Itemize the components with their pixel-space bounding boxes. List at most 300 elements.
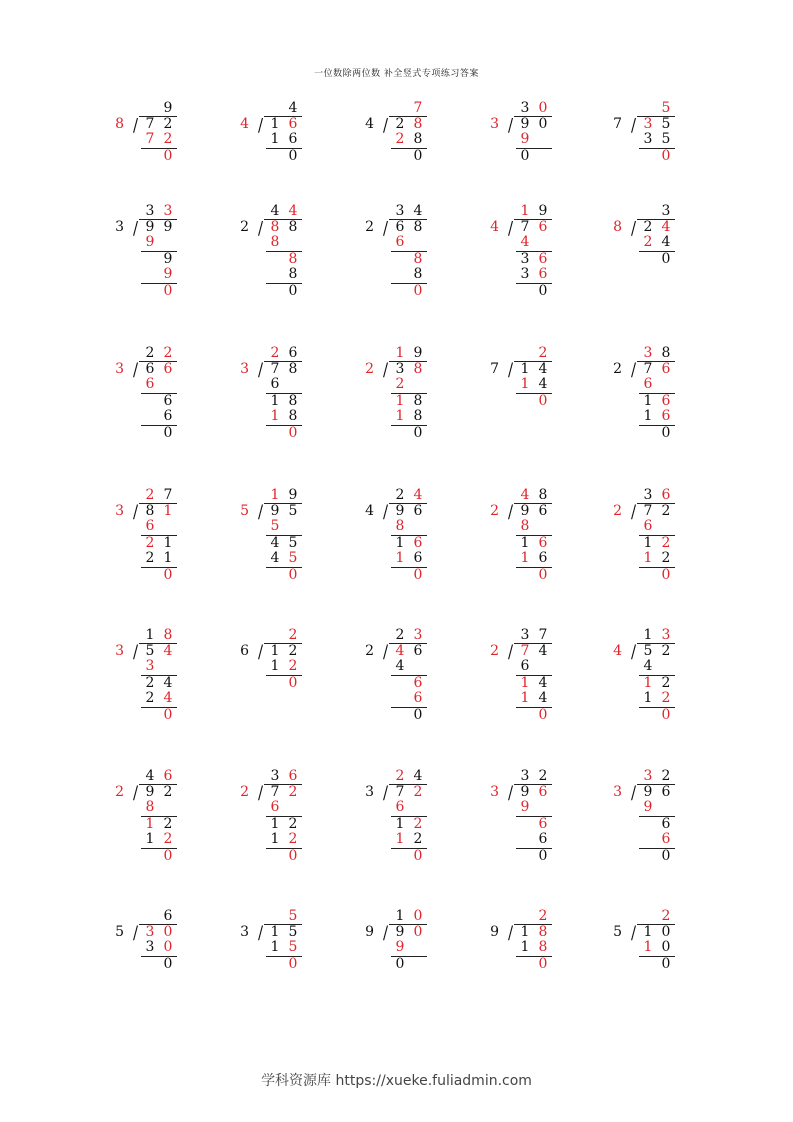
division-problem (608, 627, 728, 747)
divisor: 4 (365, 115, 374, 132)
step-digit: 0 (163, 939, 173, 955)
step-digit: 8 (288, 392, 298, 409)
step-digit: 1 (643, 690, 653, 706)
step-digit: 9 (520, 131, 530, 147)
divisor: 3 (115, 502, 124, 519)
step-digit: 0 (413, 282, 423, 299)
division-problem (110, 345, 230, 465)
step-digit: 0 (661, 250, 671, 267)
step-digit: 8 (288, 250, 298, 267)
dividend-digit: 4 (538, 642, 548, 659)
step-digit: 0 (661, 147, 671, 164)
step-digit: 0 (163, 566, 173, 583)
step-digit: 6 (163, 392, 173, 409)
division-problem (608, 908, 728, 1028)
divisor: 6 (240, 642, 249, 659)
step-digit: 2 (643, 234, 653, 250)
step-digit: 1 (643, 392, 653, 409)
dividend-digit: 6 (163, 360, 173, 377)
step-digit: 5 (288, 939, 298, 955)
dividend-digit: 7 (395, 783, 405, 800)
quotient-digit: 8 (538, 487, 548, 503)
step-digit: 0 (163, 955, 173, 972)
dividend-digit: 6 (538, 783, 548, 800)
division-problem (485, 100, 605, 220)
quotient-digit: 9 (288, 487, 298, 503)
step-digit: 1 (270, 392, 280, 409)
division-problem (360, 768, 480, 888)
page-title: 一位数除两位数 补全竖式专项练习答案 (314, 69, 479, 79)
step-digit: 4 (643, 658, 653, 674)
step-digit: 0 (163, 424, 173, 441)
step-digit: 0 (395, 955, 405, 972)
quotient-digit: 1 (270, 487, 280, 503)
step-digit: 2 (288, 815, 298, 832)
step-digit: 1 (270, 131, 280, 147)
step-digit: 1 (520, 534, 530, 551)
quotient-digit: 0 (413, 908, 423, 924)
step-digit: 4 (538, 376, 548, 392)
step-digit: 8 (288, 266, 298, 282)
step-digit: 6 (538, 266, 548, 282)
dividend-digit: 5 (288, 923, 298, 940)
step-digit: 1 (395, 815, 405, 832)
quotient-digit: 2 (270, 345, 280, 361)
step-digit: 6 (538, 815, 548, 832)
division-problem (608, 487, 728, 607)
divisor: 3 (490, 115, 499, 132)
quotient-digit: 2 (395, 768, 405, 784)
division-problem (235, 908, 355, 1028)
quotient-digit: 2 (395, 487, 405, 503)
footer-source: 学科资源库 https://xueke.fuliadmin.com (261, 1073, 532, 1089)
quotient-digit: 2 (538, 908, 548, 924)
dividend-digit: 8 (270, 218, 280, 235)
quotient-digit: 5 (288, 908, 298, 924)
step-digit: 0 (538, 392, 548, 409)
quotient-digit: 4 (288, 100, 298, 116)
step-digit: 8 (145, 799, 155, 815)
divisor: 2 (490, 502, 499, 519)
divisor: 2 (365, 360, 374, 377)
step-digit: 7 (145, 131, 155, 147)
step-digit: 2 (288, 831, 298, 847)
division-bracket: / (631, 782, 637, 803)
quotient-digit: 3 (643, 487, 653, 503)
step-digit: 1 (520, 674, 530, 691)
step-digit: 6 (538, 534, 548, 551)
divisor: 7 (490, 360, 499, 377)
step-digit: 1 (643, 939, 653, 955)
division-problem (235, 487, 355, 607)
step-digit: 6 (538, 831, 548, 847)
step-digit: 6 (413, 690, 423, 706)
step-digit: 1 (395, 534, 405, 551)
step-digit: 0 (538, 955, 548, 972)
step-digit: 0 (661, 939, 671, 955)
step-digit: 2 (395, 131, 405, 147)
dividend-digit: 9 (520, 115, 530, 132)
step-digit: 1 (395, 550, 405, 566)
divisor: 5 (613, 923, 622, 940)
divisor: 3 (115, 218, 124, 235)
division-bracket: / (508, 217, 514, 238)
division-problem (360, 345, 480, 465)
dividend-digit: 2 (395, 115, 405, 132)
divisor: 5 (115, 923, 124, 940)
quotient-digit: 9 (538, 203, 548, 219)
division-problem (110, 908, 230, 1028)
step-digit: 6 (270, 799, 280, 815)
dividend-digit: 9 (163, 218, 173, 235)
step-digit: 6 (661, 831, 671, 847)
quotient-digit: 9 (163, 100, 173, 116)
dividend-digit: 8 (413, 218, 423, 235)
step-digit: 4 (270, 534, 280, 551)
quotient-digit: 9 (413, 345, 423, 361)
dividend-digit: 3 (395, 360, 405, 377)
quotient-digit: 3 (643, 768, 653, 784)
division-problem (235, 203, 355, 323)
division-bracket: / (133, 922, 139, 943)
dividend-digit: 6 (661, 783, 671, 800)
step-digit: 2 (145, 690, 155, 706)
division-bracket: / (258, 501, 264, 522)
dividend-digit: 9 (643, 783, 653, 800)
step-digit: 0 (538, 706, 548, 723)
step-digit: 0 (413, 847, 423, 864)
quotient-digit: 6 (288, 768, 298, 784)
step-digit: 0 (413, 566, 423, 583)
dividend-digit: 9 (395, 502, 405, 519)
division-bracket: / (631, 501, 637, 522)
divisor: 2 (115, 783, 124, 800)
divisor: 2 (240, 218, 249, 235)
divisor: 3 (490, 783, 499, 800)
quotient-digit: 3 (270, 768, 280, 784)
quotient-digit: 2 (538, 345, 548, 361)
division-bracket: / (508, 114, 514, 135)
step-digit: 6 (413, 534, 423, 551)
division-problem (360, 627, 480, 747)
step-digit: 0 (288, 566, 298, 583)
step-digit: 1 (395, 408, 405, 424)
step-digit: 4 (538, 690, 548, 706)
division-bracket: / (508, 359, 514, 380)
dividend-digit: 8 (145, 502, 155, 519)
quotient-digit: 2 (288, 627, 298, 643)
step-digit: 3 (145, 658, 155, 674)
division-problem (110, 627, 230, 747)
division-problem (485, 908, 605, 1028)
step-digit: 2 (145, 534, 155, 551)
step-digit: 4 (538, 674, 548, 691)
step-digit: 8 (395, 518, 405, 534)
division-bracket: / (508, 641, 514, 662)
dividend-digit: 0 (413, 923, 423, 940)
division-bracket: / (133, 114, 139, 135)
quotient-digit: 3 (520, 627, 530, 643)
step-digit: 6 (395, 234, 405, 250)
step-digit: 6 (395, 799, 405, 815)
quotient-digit: 3 (163, 203, 173, 219)
dividend-digit: 9 (270, 502, 280, 519)
step-digit: 2 (413, 815, 423, 832)
dividend-digit: 9 (395, 923, 405, 940)
step-digit: 0 (413, 424, 423, 441)
step-digit: 0 (661, 424, 671, 441)
divisor: 3 (365, 783, 374, 800)
divisor: 8 (613, 218, 622, 235)
step-digit: 1 (520, 550, 530, 566)
divisor: 4 (613, 642, 622, 659)
step-digit: 0 (538, 566, 548, 583)
divisor: 2 (613, 502, 622, 519)
step-digit: 8 (270, 234, 280, 250)
division-bracket: / (258, 114, 264, 135)
step-digit: 8 (413, 408, 423, 424)
quotient-digit: 6 (163, 908, 173, 924)
dividend-digit: 4 (661, 218, 671, 235)
divisor: 3 (240, 923, 249, 940)
quotient-digit: 5 (661, 100, 671, 116)
quotient-digit: 4 (413, 768, 423, 784)
dividend-digit: 8 (288, 360, 298, 377)
step-digit: 0 (288, 674, 298, 691)
quotient-digit: 3 (520, 768, 530, 784)
division-bracket: / (383, 114, 389, 135)
division-problem (360, 203, 480, 323)
step-digit: 5 (270, 518, 280, 534)
step-digit: 0 (163, 147, 173, 164)
dividend-digit: 8 (413, 115, 423, 132)
dividend-digit: 6 (538, 218, 548, 235)
quotient-digit: 2 (538, 768, 548, 784)
quotient-digit: 4 (413, 203, 423, 219)
step-digit: 5 (288, 534, 298, 551)
dividend-digit: 2 (163, 783, 173, 800)
dividend-digit: 2 (163, 115, 173, 132)
step-digit: 0 (163, 282, 173, 299)
quotient-digit: 3 (413, 627, 423, 643)
quotient-digit: 2 (395, 627, 405, 643)
step-digit: 5 (661, 131, 671, 147)
division-bracket: / (258, 641, 264, 662)
quotient-digit: 4 (270, 203, 280, 219)
step-digit: 6 (661, 815, 671, 832)
quotient-digit: 1 (395, 345, 405, 361)
quotient-digit: 7 (163, 487, 173, 503)
step-digit: 2 (413, 831, 423, 847)
dividend-digit: 7 (520, 642, 530, 659)
division-problem (360, 487, 480, 607)
dividend-digit: 6 (395, 218, 405, 235)
step-digit: 1 (163, 550, 173, 566)
division-problem (485, 768, 605, 888)
division-bracket: / (508, 501, 514, 522)
step-digit: 2 (661, 690, 671, 706)
step-digit: 0 (661, 847, 671, 864)
step-digit: 4 (270, 550, 280, 566)
division-bracket: / (383, 922, 389, 943)
step-digit: 1 (520, 690, 530, 706)
step-digit: 9 (643, 799, 653, 815)
step-digit: 0 (288, 847, 298, 864)
step-digit: 8 (538, 939, 548, 955)
quotient-digit: 0 (538, 100, 548, 116)
step-digit: 3 (643, 131, 653, 147)
dividend-digit: 2 (643, 218, 653, 235)
quotient-digit: 6 (288, 345, 298, 361)
dividend-digit: 1 (520, 360, 530, 377)
division-problem (485, 487, 605, 607)
quotient-digit: 1 (520, 203, 530, 219)
step-digit: 1 (395, 831, 405, 847)
quotient-digit: 8 (661, 345, 671, 361)
dividend-digit: 0 (661, 923, 671, 940)
step-digit: 0 (288, 282, 298, 299)
division-bracket: / (383, 217, 389, 238)
division-bracket: / (133, 501, 139, 522)
step-digit: 8 (413, 266, 423, 282)
step-digit: 6 (145, 376, 155, 392)
dividend-digit: 1 (163, 502, 173, 519)
division-bracket: / (631, 359, 637, 380)
divisor: 9 (365, 923, 374, 940)
division-problem (235, 627, 355, 747)
step-digit: 1 (643, 408, 653, 424)
dividend-digit: 8 (538, 923, 548, 940)
quotient-digit: 1 (145, 627, 155, 643)
divisor: 2 (613, 360, 622, 377)
step-digit: 2 (661, 674, 671, 691)
division-problem (235, 100, 355, 220)
step-digit: 4 (661, 234, 671, 250)
step-digit: 8 (288, 408, 298, 424)
division-bracket: / (258, 359, 264, 380)
dividend-digit: 5 (145, 642, 155, 659)
step-digit: 9 (520, 799, 530, 815)
dividend-digit: 2 (661, 502, 671, 519)
step-digit: 1 (643, 534, 653, 551)
division-problem (608, 203, 728, 323)
quotient-digit: 2 (661, 768, 671, 784)
dividend-digit: 1 (520, 923, 530, 940)
step-digit: 6 (643, 518, 653, 534)
step-digit: 6 (538, 550, 548, 566)
divisor: 4 (365, 502, 374, 519)
step-digit: 0 (163, 706, 173, 723)
division-bracket: / (383, 782, 389, 803)
dividend-digit: 4 (163, 642, 173, 659)
divisor: 4 (240, 115, 249, 132)
quotient-digit: 3 (643, 345, 653, 361)
dividend-digit: 7 (643, 360, 653, 377)
dividend-digit: 4 (395, 642, 405, 659)
dividend-digit: 7 (520, 218, 530, 235)
divisor: 9 (490, 923, 499, 940)
division-problem (608, 100, 728, 220)
quotient-digit: 3 (145, 203, 155, 219)
quotient-digit: 4 (288, 203, 298, 219)
step-digit: 6 (413, 550, 423, 566)
step-digit: 6 (163, 408, 173, 424)
step-digit: 6 (520, 658, 530, 674)
quotient-digit: 2 (145, 487, 155, 503)
division-bracket: / (631, 641, 637, 662)
division-problem (110, 768, 230, 888)
step-digit: 4 (163, 674, 173, 691)
division-bracket: / (508, 782, 514, 803)
dividend-digit: 8 (413, 360, 423, 377)
step-digit: 1 (145, 815, 155, 832)
step-digit: 6 (145, 518, 155, 534)
step-digit: 1 (643, 674, 653, 691)
step-digit: 0 (661, 706, 671, 723)
division-problem (485, 203, 605, 323)
division-problem (360, 908, 480, 1028)
divisor: 3 (240, 360, 249, 377)
step-digit: 8 (413, 250, 423, 267)
step-digit: 2 (661, 534, 671, 551)
quotient-digit: 3 (395, 203, 405, 219)
division-problem (110, 487, 230, 607)
quotient-digit: 4 (520, 487, 530, 503)
step-digit: 1 (270, 658, 280, 674)
division-bracket: / (133, 641, 139, 662)
step-digit: 3 (520, 250, 530, 267)
dividend-digit: 4 (538, 360, 548, 377)
division-problem (360, 100, 480, 220)
quotient-digit: 2 (163, 345, 173, 361)
step-digit: 0 (288, 424, 298, 441)
dividend-digit: 3 (643, 115, 653, 132)
dividend-digit: 0 (538, 115, 548, 132)
dividend-digit: 8 (288, 218, 298, 235)
step-digit: 9 (163, 266, 173, 282)
dividend-digit: 2 (413, 783, 423, 800)
step-digit: 9 (163, 250, 173, 267)
dividend-digit: 9 (520, 502, 530, 519)
step-digit: 1 (643, 550, 653, 566)
dividend-digit: 3 (145, 923, 155, 940)
division-bracket: / (133, 782, 139, 803)
quotient-digit: 7 (538, 627, 548, 643)
dividend-digit: 6 (661, 360, 671, 377)
division-bracket: / (631, 922, 637, 943)
dividend-digit: 5 (288, 502, 298, 519)
divisor: 2 (365, 642, 374, 659)
step-digit: 9 (145, 234, 155, 250)
division-bracket: / (258, 217, 264, 238)
step-digit: 6 (270, 376, 280, 392)
division-bracket: / (133, 217, 139, 238)
quotient-digit: 6 (661, 487, 671, 503)
division-problem (110, 100, 230, 220)
division-problem (110, 203, 230, 323)
step-digit: 2 (661, 550, 671, 566)
step-digit: 0 (538, 282, 548, 299)
divisor: 5 (240, 502, 249, 519)
division-problem (608, 768, 728, 888)
division-bracket: / (383, 501, 389, 522)
divisor: 4 (490, 218, 499, 235)
step-digit: 2 (163, 815, 173, 832)
quotient-digit: 7 (413, 100, 423, 116)
divisor: 3 (115, 642, 124, 659)
step-digit: 1 (270, 831, 280, 847)
step-digit: 8 (520, 518, 530, 534)
